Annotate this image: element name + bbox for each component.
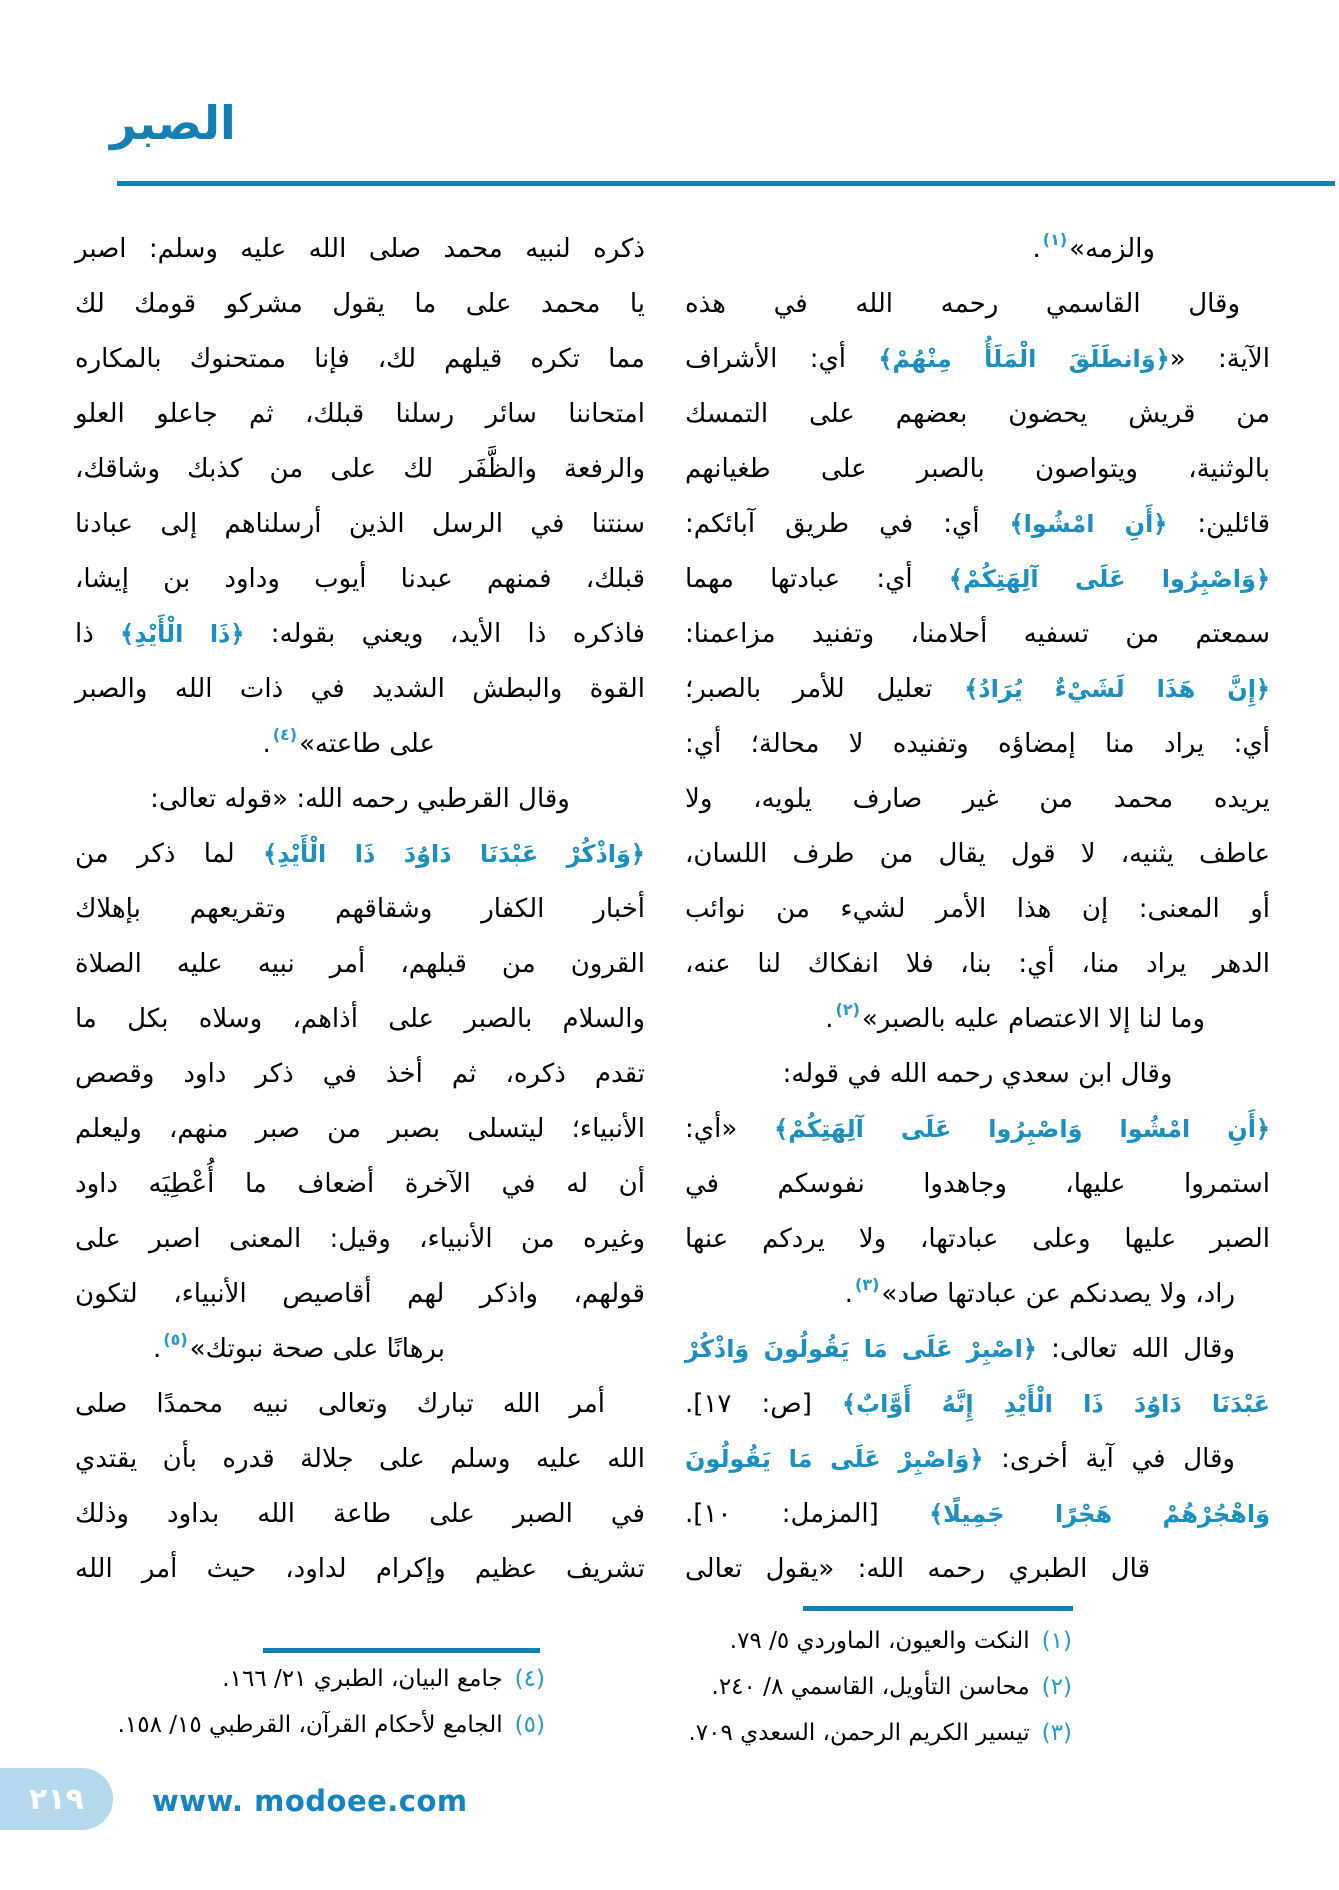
footnotes-left <box>25 1656 545 1748</box>
text-segment: وغيره من الأنبياء، وقيل: المعنى اصبر على <box>75 1224 645 1254</box>
text-line <box>75 992 645 1047</box>
quran-verse: ﴿إِنَّ هَذَا لَشَيْءٌ يُرَادُ﴾ <box>964 675 1270 703</box>
text-segment: عاطف يثنيه، لا قول يقال من طرف اللسان، <box>685 839 1270 869</box>
text-segment: [المزمل: ١٠]. <box>685 1499 930 1529</box>
footnote-number: (٤) <box>514 1666 545 1692</box>
text-line <box>685 827 1270 882</box>
text-segment: القوة والبطش الشديد في ذات الله والصبر <box>75 674 645 704</box>
text-line <box>685 937 1270 992</box>
text-segment: فاذكره ذا الأيد، ويعني بقوله: <box>244 619 645 649</box>
text-segment: أخبار الكفار وشقاقهم وتقريعهم بإهلاك <box>75 894 645 924</box>
footnote-ref: (١) <box>1042 230 1068 249</box>
footnote-number: (٣) <box>1041 1720 1072 1746</box>
text-segment: وقال الله تعالى: <box>1036 1334 1235 1364</box>
text-segment: الأنبياء؛ ليتسلى بصبر من صبر منهم، وليعلم <box>75 1114 645 1144</box>
quran-verse: عَبْدَنَا دَاوُدَ ذَا الْأَيْدِ إِنَّهُ أَوَّابٌ﴾ <box>841 1390 1270 1418</box>
text-segment: . <box>825 1004 834 1034</box>
text-segment: قبلك، فمنهم عبدنا أيوب وداود بن إيشا، <box>75 564 645 594</box>
text-line <box>75 222 645 277</box>
text-line <box>75 662 645 717</box>
footnote-text: جامع البيان، الطبري ٢١/ ١٦٦. <box>222 1666 503 1692</box>
text-line <box>75 497 645 552</box>
text-segment: مما تكره قيلهم لك، فإنا ممتحنوك بالمكاره <box>75 344 645 374</box>
text-segment: أي: عبادتها مهما <box>685 564 949 594</box>
footnote-ref: (٤) <box>272 725 298 744</box>
text-segment: والرفعة والظَّفَر لك على من كذبك وشاقك، <box>75 454 645 484</box>
text-line <box>75 1102 645 1157</box>
text-segment: تعليل للأمر بالصبر؛ <box>685 674 965 704</box>
footnote-rule-right <box>803 1606 1073 1611</box>
text-segment: من قريش يحضون بعضهم على التمسك <box>685 399 1270 429</box>
text-line <box>75 1212 645 1267</box>
text-line <box>685 1322 1270 1377</box>
quran-verse: وَاهْجُرْهُمْ هَجْرًا جَمِيلًا﴾ <box>929 1500 1270 1528</box>
text-line <box>75 1487 645 1542</box>
footnote <box>472 1710 1072 1756</box>
text-line <box>685 387 1270 442</box>
text-segment: الدهر يراد منا، أي: بنا، فلا انفكاك لنا عنه، <box>685 949 1270 979</box>
text-segment: [ص: ١٧]. <box>685 1389 842 1419</box>
text-segment: تشريف عظيم وإكرام لداود، حيث أمر الله <box>75 1554 645 1584</box>
text-segment: راد، ولا يصدنكم عن عبادتها صاد» <box>881 1279 1235 1309</box>
text-line <box>75 1377 645 1432</box>
quran-verse: ﴿اصْبِرْ عَلَى مَا يَقُولُونَ وَاذْكُرْ <box>685 1335 1037 1363</box>
text-segment: امتحاننا سائر رسلنا قبلك، ثم جاعلو العلو <box>75 399 645 429</box>
text-line <box>685 277 1270 332</box>
column-right <box>685 222 1270 1597</box>
text-segment: أن له في الآخرة أضعاف ما أُعْطِيَه داود <box>75 1169 645 1199</box>
quran-verse: ﴿وَاصْبِرْ عَلَى مَا يَقُولُونَ <box>685 1445 984 1473</box>
text-line <box>75 1267 645 1322</box>
text-segment: سمعتم من تسفيه أحلامنا، وتفنيد مزاعمنا: <box>685 619 1270 649</box>
text-segment: أمر الله تبارك وتعالى نبيه محمدًا صلى <box>75 1389 605 1419</box>
text-segment: «أي: <box>685 1114 775 1144</box>
footnote-ref: (٣) <box>855 1275 880 1294</box>
text-line <box>75 1157 645 1212</box>
text-line <box>685 1377 1270 1432</box>
text-segment: . <box>844 1279 854 1309</box>
text-line <box>75 277 645 332</box>
text-segment: والسلام بالصبر على أذاهم، وسلاه بكل ما <box>75 1004 645 1034</box>
text-segment: لما ذكر من <box>75 839 264 869</box>
text-line <box>75 882 645 937</box>
quran-verse: ﴿أَنِ امْشُوا وَاصْبِرُوا عَلَى آلِهَتِكُمْ﴾ <box>774 1115 1271 1143</box>
text-line <box>685 717 1270 772</box>
footnote-text: النكت والعيون، الماوردي ٥/ ٧٩. <box>729 1628 1030 1654</box>
footnotes-right <box>472 1618 1072 1756</box>
footnote-number: (٥) <box>514 1712 545 1738</box>
text-segment: في الصبر على طاعة الله بداود وذلك <box>75 1499 645 1529</box>
footnote-text: الجامع لأحكام القرآن، القرطبي ١٥/ ١٥٨. <box>117 1712 503 1738</box>
text-line <box>685 992 1270 1047</box>
quran-verse: ﴿أَنِ امْشُوا﴾ <box>1009 510 1168 538</box>
header-rule <box>117 181 1335 186</box>
text-segment: قولهم، واذكر لهم أقاصيص الأنبياء، لتكون <box>75 1279 645 1309</box>
text-segment: والزمه» <box>1069 234 1155 264</box>
text-line <box>685 1102 1270 1157</box>
quran-verse: ﴿وَاذْكُرْ عَبْدَنَا دَاوُدَ ذَا الْأَيْدِ﴾ <box>263 840 645 868</box>
page-title: الصبر <box>110 96 236 150</box>
text-line <box>75 827 645 882</box>
text-segment: . <box>153 1334 162 1364</box>
text-line <box>75 1432 645 1487</box>
text-line <box>685 442 1270 497</box>
text-segment: أو المعنى: إن هذا الأمر لشيء من نوائب <box>685 894 1270 924</box>
footnote-text: محاسن التأويل، القاسمي ٨/ ٢٤٠. <box>711 1674 1030 1700</box>
text-line <box>75 387 645 442</box>
footnote-ref: (٥) <box>163 1330 188 1349</box>
text-segment: أي: الأشراف <box>685 344 879 374</box>
text-line <box>75 772 645 827</box>
text-line <box>685 1432 1270 1487</box>
text-line <box>685 1047 1270 1102</box>
footnote-text: تيسير الكريم الرحمن، السعدي ٧٠٩. <box>688 1720 1030 1746</box>
text-segment: ذكره لنبيه محمد صلى الله عليه وسلم: اصبر <box>75 234 645 264</box>
text-segment: الآية: « <box>1169 344 1270 374</box>
text-segment: الصبر عليها وعلى عبادتها، ولا يردكم عنها <box>685 1224 1270 1254</box>
text-line <box>685 1157 1270 1212</box>
text-segment: بالوثنية، ويتواصون بالصبر على طغيانهم <box>685 454 1270 484</box>
footnote-number: (٢) <box>1041 1674 1072 1700</box>
text-segment: سنتنا في الرسل الذين أرسلناهم إلى عبادنا <box>75 509 645 539</box>
text-line <box>685 497 1270 552</box>
text-segment: وقال القاسمي رحمه الله في هذه <box>685 289 1240 319</box>
text-line <box>685 772 1270 827</box>
text-segment: ذا <box>75 619 121 649</box>
text-line <box>75 1047 645 1102</box>
text-segment: يا محمد على ما يقول مشركو قومك لك <box>75 289 645 319</box>
text-line <box>75 442 645 497</box>
footnote <box>472 1664 1072 1710</box>
text-segment: استمروا عليها، وجاهدوا نفوسكم في <box>685 1169 1270 1199</box>
text-line <box>685 552 1270 607</box>
text-line <box>75 607 645 662</box>
page-number: ٢١٩ <box>29 1781 84 1817</box>
text-segment: . <box>262 729 271 759</box>
text-line <box>685 332 1270 387</box>
text-line <box>75 1542 645 1597</box>
text-segment: تقدم ذكره، ثم أخذ في ذكر داود وقصص <box>75 1059 645 1089</box>
text-line <box>685 882 1270 937</box>
text-line <box>75 1322 645 1377</box>
footnote <box>25 1656 545 1702</box>
text-line <box>685 607 1270 662</box>
text-line <box>75 717 645 772</box>
footnote-number: (١) <box>1041 1628 1072 1654</box>
quran-verse: ﴿ذَا الْأَيْدِ﴾ <box>120 620 245 648</box>
footnote <box>25 1702 545 1748</box>
text-line <box>685 662 1270 717</box>
text-line <box>75 937 645 992</box>
text-line <box>685 222 1270 277</box>
text-segment: على طاعته» <box>299 729 435 759</box>
text-segment: أي: في طريق آبائكم: <box>685 509 1010 539</box>
footnote <box>472 1618 1072 1664</box>
text-line <box>685 1487 1270 1542</box>
quran-verse: ﴿وَاصْبِرُوا عَلَى آلِهَتِكُمْ﴾ <box>948 565 1271 593</box>
column-left <box>75 222 645 1597</box>
website-link[interactable]: www. modoee.com <box>152 1784 468 1818</box>
text-segment: وما لنا إلا الاعتصام عليه بالصبر» <box>861 1004 1205 1034</box>
text-segment: وقال ابن سعدي رحمه الله في قوله: <box>782 1059 1173 1089</box>
text-segment: يريده محمد من غير صارف يلويه، ولا <box>685 784 1270 814</box>
page-number-badge <box>0 1768 113 1830</box>
text-segment: قال الطبري رحمه الله: «يقول تعالى <box>685 1554 1150 1584</box>
text-line <box>685 1542 1270 1597</box>
text-segment: برهانًا على صحة نبوتك» <box>189 1334 445 1364</box>
text-segment: وقال القرطبي رحمه الله: «قوله تعالى: <box>150 784 570 814</box>
footnote-ref: (٢) <box>835 1000 860 1019</box>
text-segment: القرون من قبلهم، أمر نبيه عليه الصلاة <box>75 949 645 979</box>
text-segment: وقال في آية أخرى: <box>983 1444 1235 1474</box>
text-line <box>685 1267 1270 1322</box>
text-segment: الله عليه وسلم على جلالة قدره بأن يقتدي <box>75 1444 645 1474</box>
quran-verse: ﴿وَانطَلَقَ الْمَلَأُ مِنْهُمْ﴾ <box>878 345 1170 373</box>
text-segment: قائلين: <box>1167 509 1270 539</box>
text-line <box>75 552 645 607</box>
text-segment: . <box>1032 234 1041 264</box>
text-segment: أي: يراد منا إمضاؤه وتفنيده لا محالة؛ أي: <box>685 729 1270 759</box>
text-line <box>685 1212 1270 1267</box>
text-line <box>75 332 645 387</box>
